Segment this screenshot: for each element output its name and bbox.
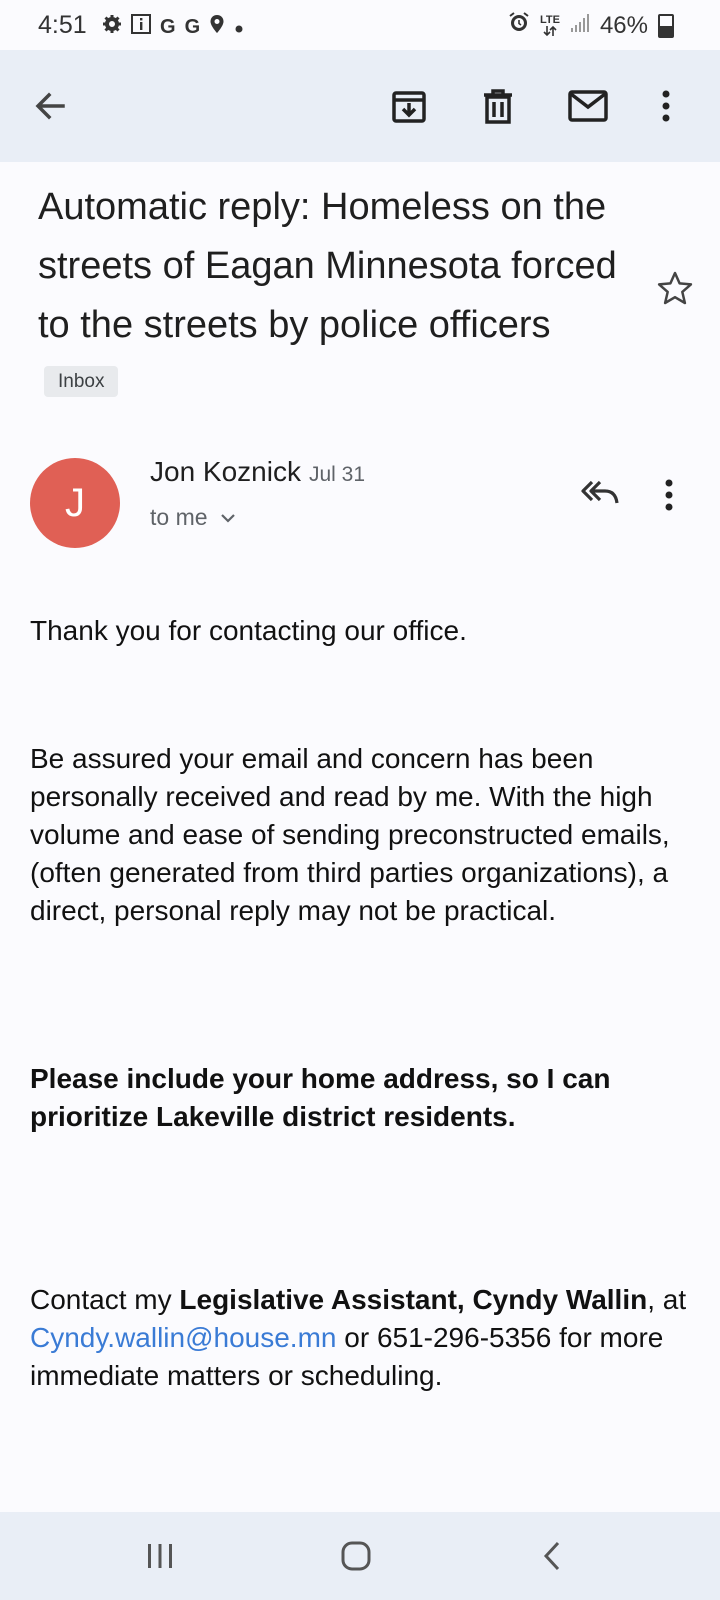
lte-icon: LTE (540, 15, 560, 37)
mail-icon (568, 90, 608, 122)
more-vert-icon (664, 478, 674, 512)
reply-all-button[interactable] (580, 478, 620, 513)
email-date: Jul 31 (308, 463, 366, 486)
alarm-icon (508, 11, 530, 40)
archive-icon (391, 88, 427, 124)
body-paragraph-2: Be assured your email and concern has been personally received and read by me. With the high volume and ease of sending preconstructed emails, (often generated from third parties organizations), a direct, personal reply may not be practical. (30, 743, 670, 926)
info-icon (131, 13, 151, 41)
star-icon (656, 270, 694, 306)
recipient-toggle[interactable] (150, 504, 236, 531)
email-subject (38, 178, 628, 414)
dot-icon (234, 13, 244, 41)
sender-avatar[interactable]: J (30, 458, 120, 548)
contact-tail: or 651-296-5356 for more immediate matters or scheduling. (30, 1322, 664, 1391)
email-toolbar (0, 50, 720, 162)
subject-text: Automatic reply: Homeless on the streets of Eagan Minnesota forced to the streets by police officers (38, 186, 617, 346)
contact-mid: , at (647, 1284, 687, 1315)
google-icon: G (184, 16, 201, 38)
body-paragraph-3: Please include your home address, so I can prioritize Lakeville district residents. (30, 1063, 611, 1132)
status-bar (0, 0, 720, 50)
archive-button[interactable] (383, 80, 435, 132)
more-options-button[interactable] (640, 80, 692, 132)
settings-icon (102, 13, 122, 41)
recent-apps-icon (146, 1542, 174, 1570)
assistant-name: Legislative Assistant, Cyndy Wallin (179, 1284, 648, 1315)
sender-line (150, 456, 365, 488)
status-time: 4:51 (38, 11, 87, 39)
chevron-left-icon (542, 1540, 562, 1572)
reply-all-icon (580, 478, 620, 508)
more-vert-icon (661, 89, 671, 123)
sender-name: Jon Koznick (150, 456, 301, 487)
star-button[interactable] (656, 270, 694, 311)
notification-icons (102, 13, 244, 41)
chevron-down-icon (220, 513, 236, 523)
location-icon (209, 13, 225, 41)
system-nav-bar (0, 1512, 720, 1600)
body-paragraph-4 (30, 1281, 690, 1395)
home-icon (340, 1540, 372, 1572)
trash-icon (481, 88, 515, 124)
arrow-left-icon (33, 89, 67, 123)
battery-percent: 46% (599, 11, 648, 39)
message-more-button[interactable] (664, 478, 674, 517)
battery-icon (658, 14, 674, 38)
delete-button[interactable] (472, 80, 524, 132)
body-paragraph-1: Thank you for contacting our office. (30, 615, 467, 646)
inbox-label-chip[interactable]: Inbox (44, 366, 118, 397)
home-button[interactable] (340, 1538, 372, 1574)
google-icon: G (160, 16, 176, 38)
system-icons (508, 11, 674, 40)
recipient-text: to me (150, 504, 208, 530)
back-button[interactable] (24, 80, 76, 132)
signal-icon (570, 12, 590, 40)
contact-intro: Contact my (30, 1284, 180, 1315)
mark-unread-button[interactable] (562, 80, 614, 132)
back-nav-button[interactable] (542, 1538, 562, 1574)
assistant-email-link[interactable]: Cyndy.wallin@house.mn (30, 1322, 337, 1353)
recent-apps-button[interactable] (146, 1538, 174, 1574)
